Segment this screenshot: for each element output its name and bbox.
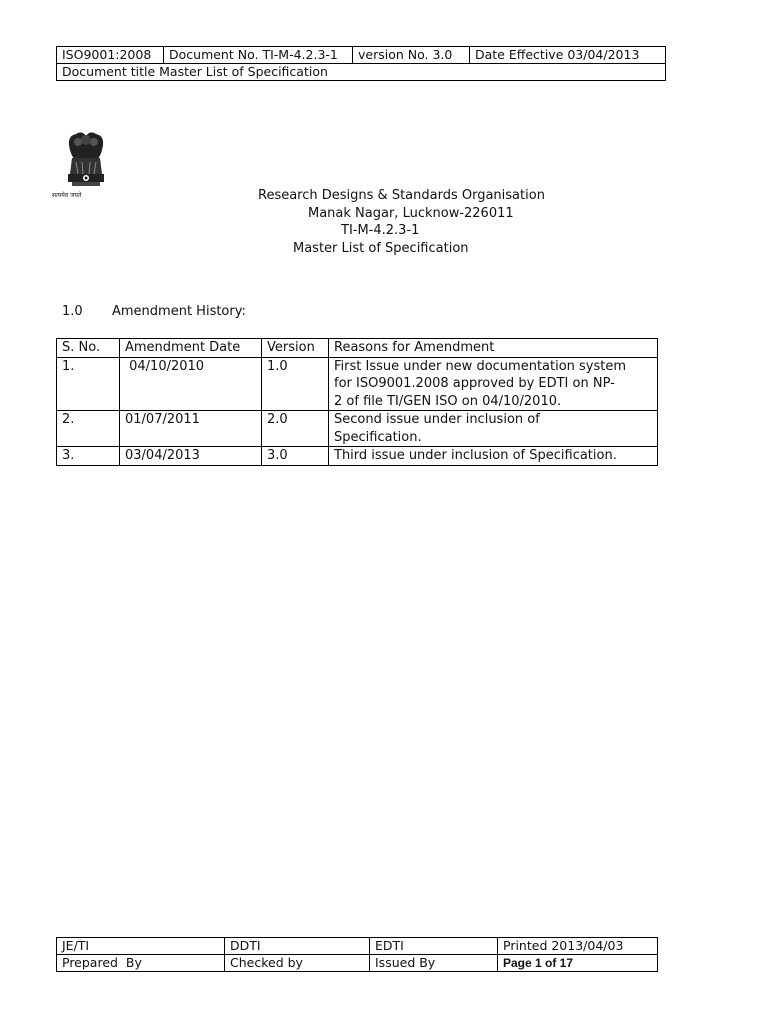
reason-cell: [329, 411, 658, 447]
version-cell: 3.0: [262, 447, 329, 466]
reason-cell: [329, 447, 658, 466]
reason-line: Specification.: [334, 429, 422, 445]
org-name: Research Designs & Standards Organisation: [258, 188, 545, 203]
serial-number-cell: 2.: [57, 411, 120, 447]
reason-line: 2 of file TI/GEN ISO on 04/10/2010.: [334, 393, 562, 409]
reason-line: Second issue under inclusion of: [334, 412, 540, 427]
serial-number-cell: 3.: [57, 447, 120, 466]
org-address: Manak Nagar, Lucknow-226011: [308, 205, 514, 221]
document-number: Document No. TI-M-4.2.3-1: [164, 47, 353, 64]
table-header-row: [57, 339, 658, 358]
reason-line: First Issue under new documentation system: [334, 358, 627, 374]
issued-by-role: EDTI: [370, 938, 498, 955]
document-code: TI-M-4.2.3-1: [341, 223, 420, 238]
section-number: 1.0: [62, 304, 83, 319]
column-header: Amendment Date: [120, 339, 262, 358]
version-number: version No. 3.0: [353, 47, 470, 64]
emblem-motto: सत्यमेव जयते: [52, 192, 82, 199]
printed-date: Printed 2013/04/03: [498, 938, 658, 955]
iso-standard: ISO9001:2008: [57, 47, 164, 64]
approval-footer-table: [56, 937, 658, 972]
reason-line: Third issue under inclusion of Specification.: [334, 448, 617, 463]
document-header-table: [56, 46, 666, 81]
amendment-date-cell: 01/07/2011: [120, 411, 262, 447]
checked-by-role: DDTI: [225, 938, 370, 955]
version-cell: 2.0: [262, 411, 329, 447]
prepared-by-label: Prepared By: [57, 955, 225, 972]
table-row: [57, 357, 658, 411]
document-title: Document title Master List of Specification: [57, 64, 666, 81]
date-effective: Date Effective 03/04/2013: [470, 47, 666, 64]
amendment-history-table: [56, 338, 658, 466]
table-row: [57, 447, 658, 466]
amendment-date-cell: 04/10/2010: [120, 357, 262, 411]
table-row: [57, 411, 658, 447]
serial-number-cell: 1.: [57, 357, 120, 411]
reason-cell: [329, 357, 658, 411]
column-header: Version: [262, 339, 329, 358]
column-header: S. No.: [57, 339, 120, 358]
document-name: Master List of Specification: [293, 240, 469, 256]
column-header: Reasons for Amendment: [329, 339, 658, 358]
prepared-by-role: JE/TI: [57, 938, 225, 955]
issued-by-label: Issued By: [370, 955, 498, 972]
reason-line: for ISO9001.2008 approved by EDTI on NP-: [334, 376, 615, 391]
version-cell: 1.0: [262, 357, 329, 411]
state-emblem-icon: [52, 128, 116, 204]
checked-by-label: Checked by: [225, 955, 370, 972]
section-title: Amendment History:: [112, 304, 246, 319]
section-heading: [62, 304, 246, 319]
amendment-date-cell: 03/04/2013: [120, 447, 262, 466]
page-number: Page 1 of 17: [498, 955, 658, 972]
